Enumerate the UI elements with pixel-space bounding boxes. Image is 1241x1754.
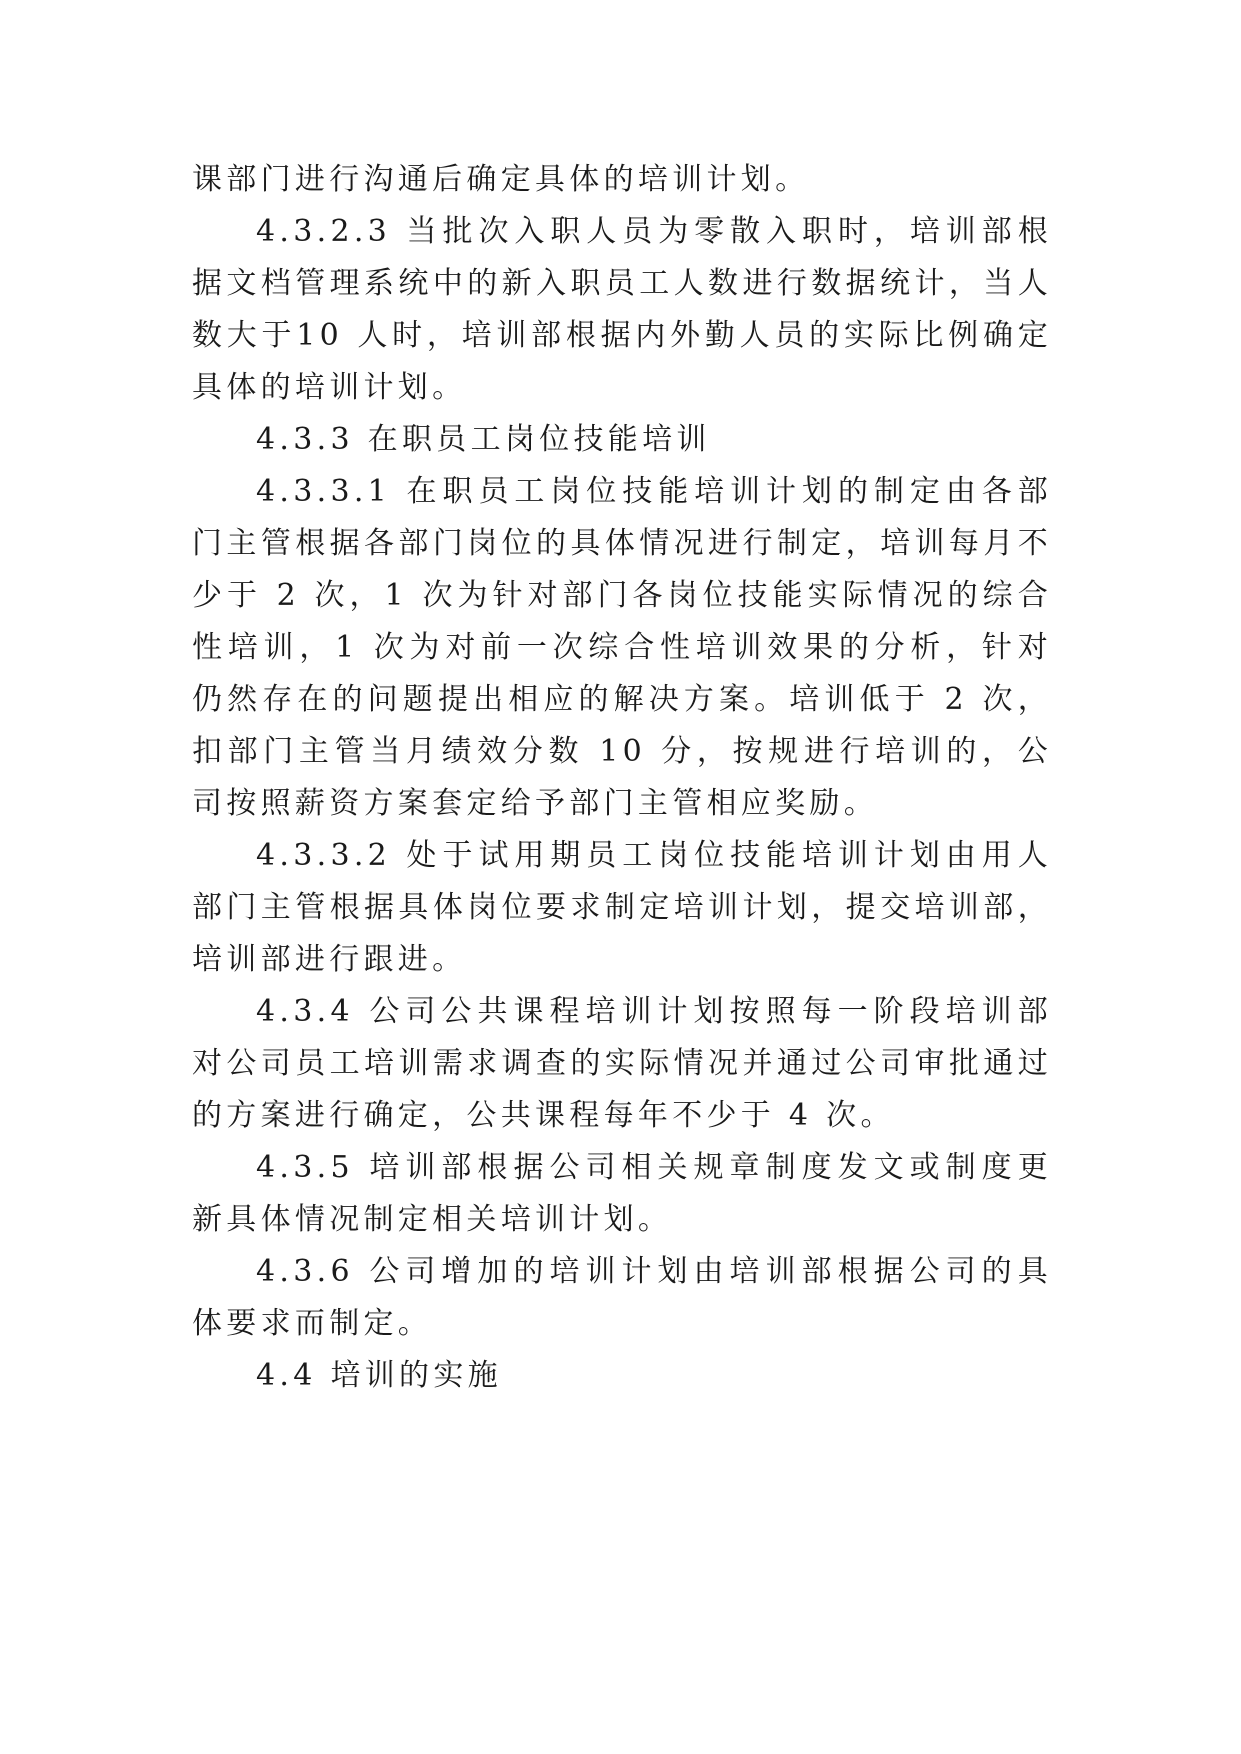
paragraph-4-3-3-2: 4.3.3.2 处于试用期员工岗位技能培训计划由用人部门主管根据具体岗位要求制定培训计划，提交培训部，培训部进行跟进。 xyxy=(192,838,1052,977)
document-body xyxy=(192,154,1052,1402)
paragraph-4-3-4: 4.3.4 公司公共课程培训计划按照每一阶段培训部对公司员工培训需求调查的实际情况并通过公司审批通过的方案进行确定，公共课程每年不少于 4 次。 xyxy=(192,994,1052,1133)
paragraph-4-3-3-1: 4.3.3.1 在职员工岗位技能培训计划的制定由各部门主管根据各部门岗位的具体情况进行制定，培训每月不少于 2 次，1 次为针对部门各岗位技能实际情况的综合性培训，1 次为对前一次综合性培训效果的分析，针对仍然存在的问题提出相应的解决方案。培训低于 2 次，扣部门主管当月绩效分数 10 分，按规进行培训的，公司按照薪资方案套定给予部门主管相应奖励。 xyxy=(192,474,1052,821)
paragraph-4-3-5: 4.3.5 培训部根据公司相关规章制度发文或制度更新具体情况制定相关培训计划。 xyxy=(192,1150,1052,1237)
heading-4-3-3: 4.3.3 在职员工岗位技能培训 xyxy=(256,422,711,457)
paragraph-4-3-2-3: 4.3.2.3 当批次入职人员为零散入职时，培训部根据文档管理系统中的新入职员工人数进行数据统计，当人数大于10 人时，培训部根据内外勤人员的实际比例确定具体的培训计划。 xyxy=(192,214,1052,405)
heading-4-4: 4.4 培训的实施 xyxy=(256,1358,502,1393)
paragraph-continuation: 课部门进行沟通后确定具体的培训计划。 xyxy=(192,162,810,197)
paragraph-4-3-6: 4.3.6 公司增加的培训计划由培训部根据公司的具体要求而制定。 xyxy=(192,1254,1052,1341)
